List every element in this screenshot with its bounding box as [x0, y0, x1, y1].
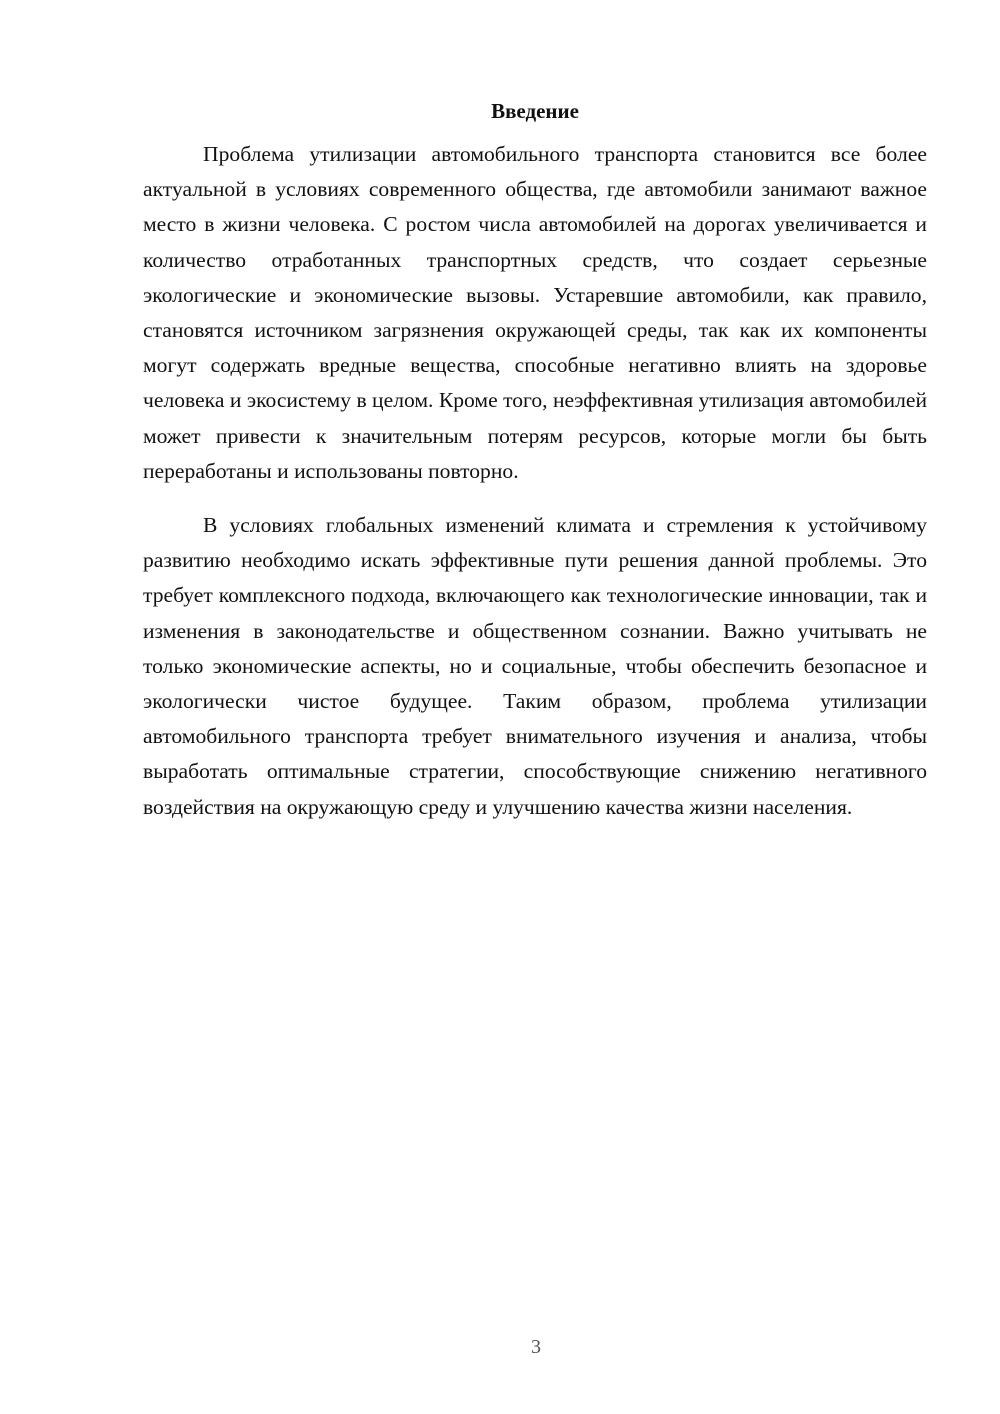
page-number: 3 — [531, 1336, 541, 1358]
paragraph-1: Проблема утилизации автомобильного транспорта становится все более актуальной в условиях современного общества, где автомобили занимают важное место в жизни человека. С ростом числа автомобилей на дорогах увеличивается и количество отработанных транспортных средств, что создает серьезные экологические и экономические вызовы. Устаревшие автомобили, как правило, становятся источником загрязнения окружающей среды, так как их компоненты могут содержать вредные вещества, способные негативно влиять на здоровье человека и экосистему в целом. Кроме того, неэффективная утилизация автомобилей может привести к значительным потерям ресурсов, которые могли бы быть переработаны и использованы повторно. — [143, 142, 927, 483]
page-content — [143, 98, 927, 825]
section-title: Введение — [491, 99, 579, 123]
paragraph-2: В условиях глобальных изменений климата и стремления к устойчивому развитию необходимо искать эффективные пути решения данной проблемы. Это требует комплексного подхода, включающего как технологические инновации, так и изменения в законодательстве и общественном сознании. Важно учитывать не только экономические аспекты, но и социальные, чтобы обеспечить безопасное и экологически чистое будущее. Таким образом, проблема утилизации автомобильного транспорта требует внимательного изучения и анализа, чтобы выработать оптимальные стратегии, способствующие снижению негативного воздействия на окружающую среду и улучшению качества жизни населения. — [143, 513, 927, 819]
